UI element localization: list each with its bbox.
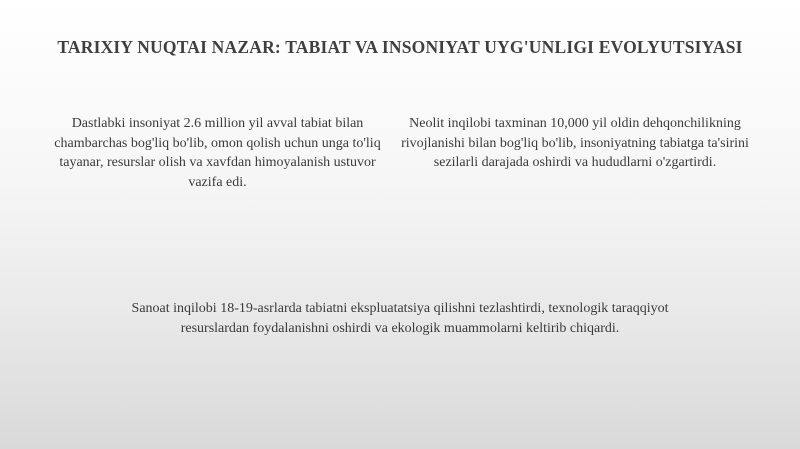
paragraph-industrial-revolution: Sanoat inqilobi 18-19-asrlarda tabiatni ekspluatatsiya qilishni tezlashtirdi, texnologik taraqqiyot resurslardan foydalanishni oshirdi va ekologik muammolarni keltirib chiqardi.: [131, 301, 669, 336]
slide-title: TARIXIY NUQTAI NAZAR: TABIAT VA INSONIYAT UYG'UNLIGI EVOLYUTSIYASI: [57, 37, 743, 57]
paragraph-early-humanity: Dastlabki insoniyat 2.6 million yil avval tabiat bilan chambarchas bog'liq bo'lib, omon qolish uchun unga to'liq tayanar, resurslar olish va xavfdan himoyalanish ustuvor vazifa edi.: [54, 116, 381, 190]
paragraph-neolithic-revolution: Neolit inqilobi taxminan 10,000 yil oldin dehqonchilikning rivojlanishi bilan bog'liq bo'lib, insoniyatning tabiatga ta'sirini sezilarli darajada oshirdi va hududlarni o'zgartirdi.: [401, 116, 749, 170]
